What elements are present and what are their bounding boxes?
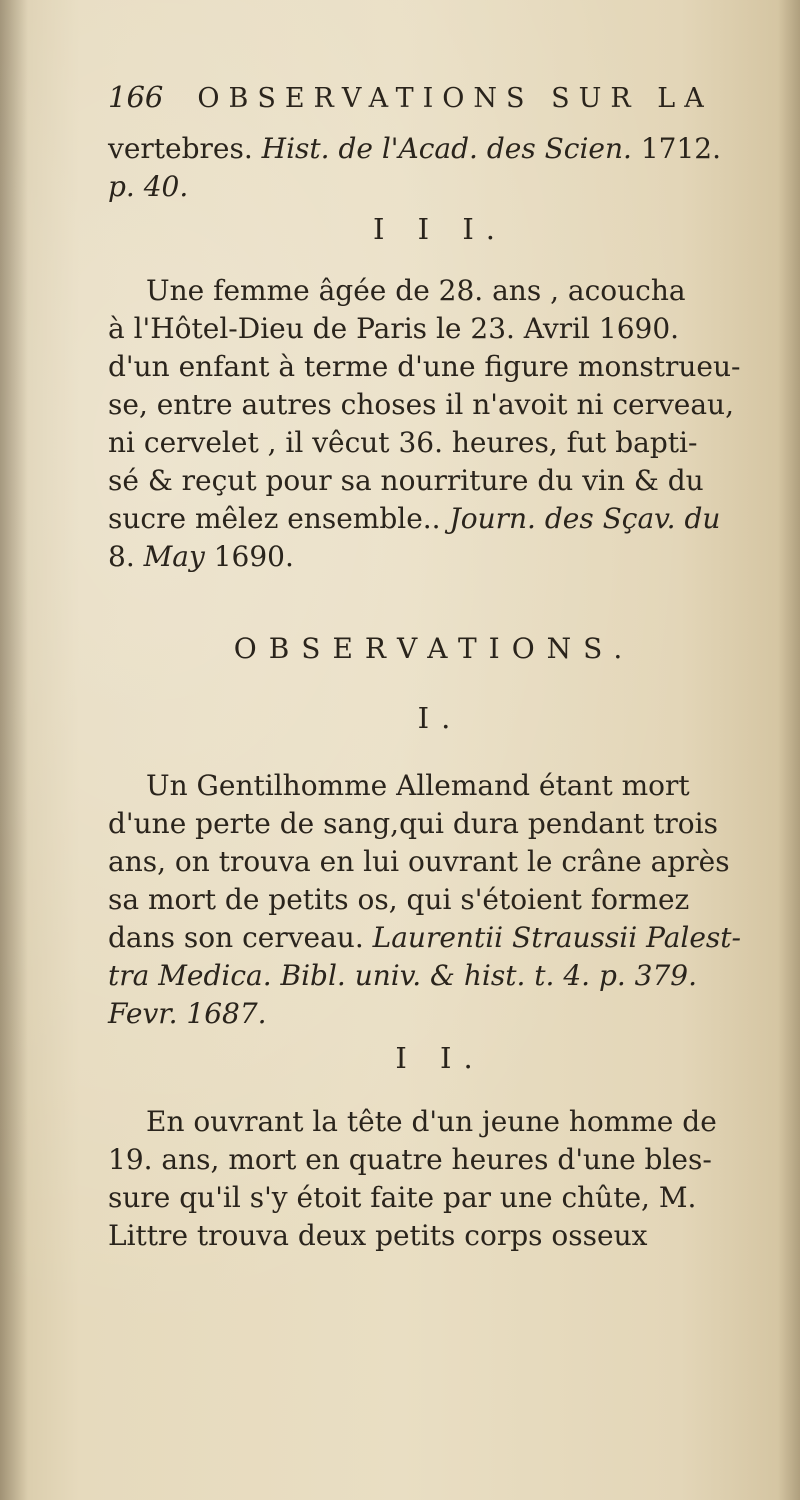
- text-line: se, entre autres choses il n'avoit ni cerveau,: [108, 388, 734, 421]
- text-line: Littre trouva deux petits corps osseux: [108, 1219, 648, 1252]
- citation-line: tra Medica. Bibl. univ. & hist. t. 4. p. 379.: [108, 959, 698, 992]
- spine-shadow: [0, 0, 28, 1500]
- section-numeral-2: I I.: [395, 1041, 485, 1075]
- text-line: 19. ans, mort en quatre heures d'une bles-: [108, 1143, 712, 1176]
- line-text: vertebres.: [108, 132, 253, 165]
- text-line: ni cervelet , il vêcut 36. heures, fut bapti-: [108, 426, 698, 459]
- observation-paragraph: [108, 767, 760, 1033]
- citation: Journ. des Sçav. du: [449, 502, 721, 535]
- text-line: En ouvrant la tête d'un jeune homme de: [146, 1105, 717, 1138]
- text-line: [108, 919, 760, 957]
- line-text: sucre mêlez ensemble..: [108, 502, 441, 535]
- text-line: d'une perte de sang,qui dura pendant trois: [108, 807, 718, 840]
- page-number: 166: [108, 80, 164, 114]
- continuation-paragraph: [108, 130, 760, 206]
- text-line: à l'Hôtel-Dieu de Paris le 23. Avril 1690.: [108, 312, 680, 345]
- text-line: [108, 538, 760, 576]
- text-line: [108, 130, 760, 168]
- observation-paragraph: [108, 1103, 760, 1255]
- citation-year: 1712.: [640, 132, 721, 165]
- text-line: sa mort de petits os, qui s'étoient formez: [108, 883, 690, 916]
- observation-paragraph: [108, 272, 760, 576]
- page-edge-shadow: [778, 0, 800, 1500]
- section-numeral-3: I I I.: [372, 212, 508, 246]
- citation: Hist. de l'Acad. des Scien.: [261, 132, 632, 165]
- text-line: ans, on trouva en lui ouvrant le crâne après: [108, 845, 730, 878]
- citation-year: 1690.: [213, 540, 294, 573]
- text-line: Une femme âgée de 28. ans , acoucha: [146, 274, 686, 307]
- citation: Laurentii Straussii Palest-: [372, 921, 741, 954]
- citation-page: p. 40.: [108, 170, 189, 203]
- page-header: [108, 80, 760, 130]
- citation-day: 8.: [108, 540, 135, 573]
- citation-month: May: [143, 540, 205, 573]
- running-title: OBSERVATIONS SUR LA: [197, 83, 713, 114]
- line-text: dans son cerveau.: [108, 921, 364, 954]
- text-line: sure qu'il s'y étoit faite par une chûte, M.: [108, 1181, 697, 1214]
- section-title: OBSERVATIONS.: [233, 632, 635, 665]
- text-line: d'un enfant à terme d'une figure monstrueu-: [108, 350, 741, 383]
- section-numeral-1: I.: [417, 701, 463, 735]
- text-line: sé & reçut pour sa nourriture du vin & du: [108, 464, 704, 497]
- citation-date: Fevr. 1687.: [108, 997, 267, 1030]
- text-line: Un Gentilhomme Allemand étant mort: [146, 769, 690, 802]
- text-line: [108, 500, 760, 538]
